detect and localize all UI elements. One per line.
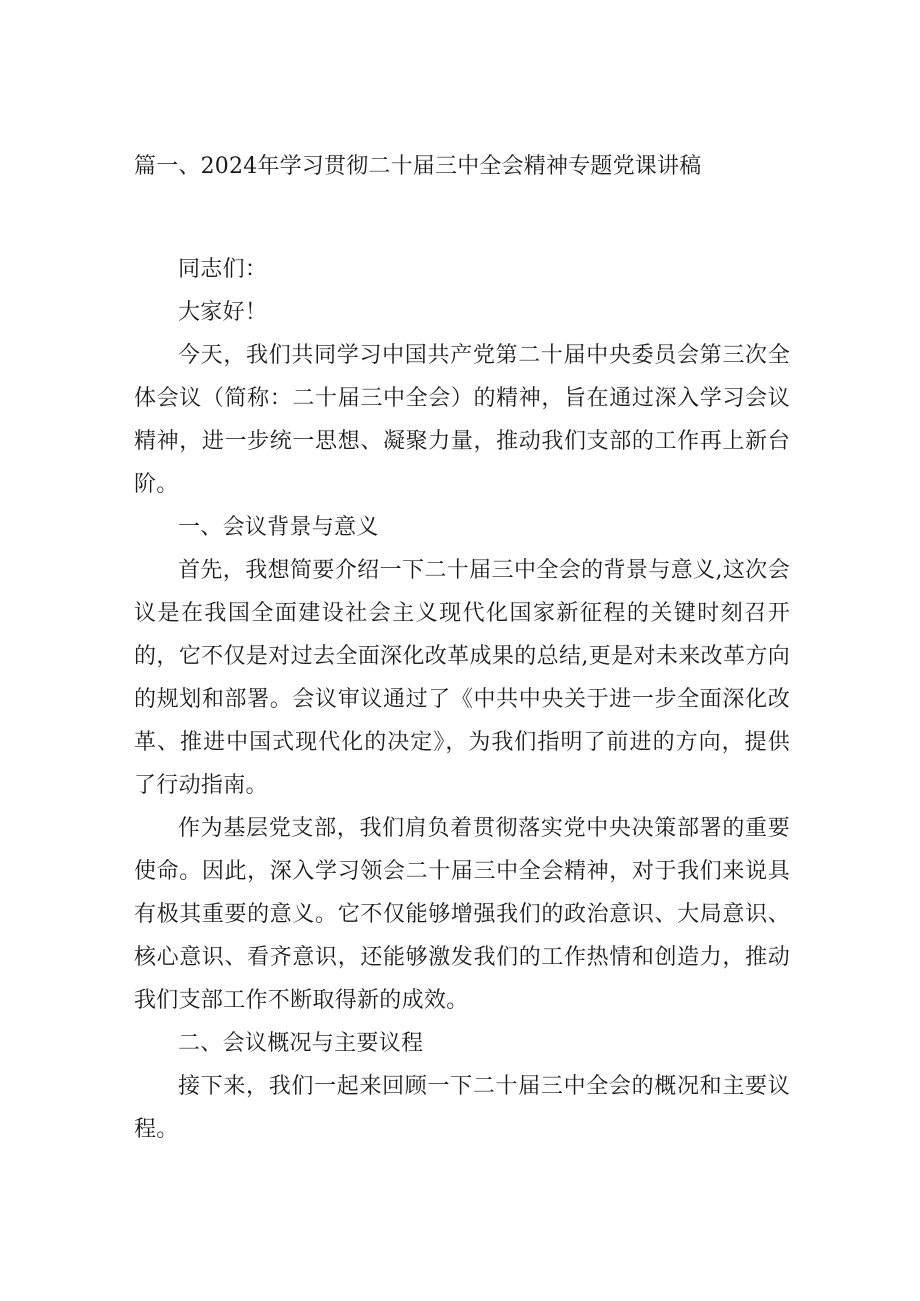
section-heading: 二、会议概况与主要议程 bbox=[178, 1031, 424, 1056]
greeting: 大家好！ bbox=[178, 300, 268, 325]
body-paragraph: 作为基层党支部，我们肩负着贯彻落实党中央决策部署的重要使命。因此，深入学习领会二十届三中全会精神，对于我们来说具有极其重要的意义。它不仅能够增强我们的政治意识、大局意识、核心意识、看齐意识，还能够激发我们的工作热情和创造力，推动我们支部工作不断取得新的成效。 bbox=[134, 816, 790, 1013]
document-title: 篇一、2024年学习贯彻二十届三中全会精神专题党课讲稿 bbox=[134, 154, 702, 179]
body-paragraph: 首先，我想简要介绍一下二十届三中全会的背景与意义,这次会议是在我国全面建设社会主义现代化国家新征程的关键时刻召开的，它不仅是对过去全面深化改革成果的总结,更是对未来改革方向的规划和部署。会议审议通过了《中共中央关于进一步全面深化改革、推进中国式现代化的决定》，为我们指明了前进的方向，提供了行动指南。 bbox=[134, 558, 790, 798]
salutation: 同志们： bbox=[178, 257, 268, 282]
document-body bbox=[134, 248, 790, 1151]
section-heading: 一、会议背景与意义 bbox=[178, 515, 379, 540]
body-paragraph: 今天，我们共同学习中国共产党第二十届中央委员会第三次全体会议（简称：二十届三中全会）的精神，旨在通过深入学习会议精神，进一步统一思想、凝聚力量，推动我们支部的工作再上新台阶。 bbox=[134, 343, 790, 497]
body-paragraph: 接下来，我们一起来回顾一下二十届三中全会的概况和主要议程。 bbox=[134, 1074, 790, 1142]
